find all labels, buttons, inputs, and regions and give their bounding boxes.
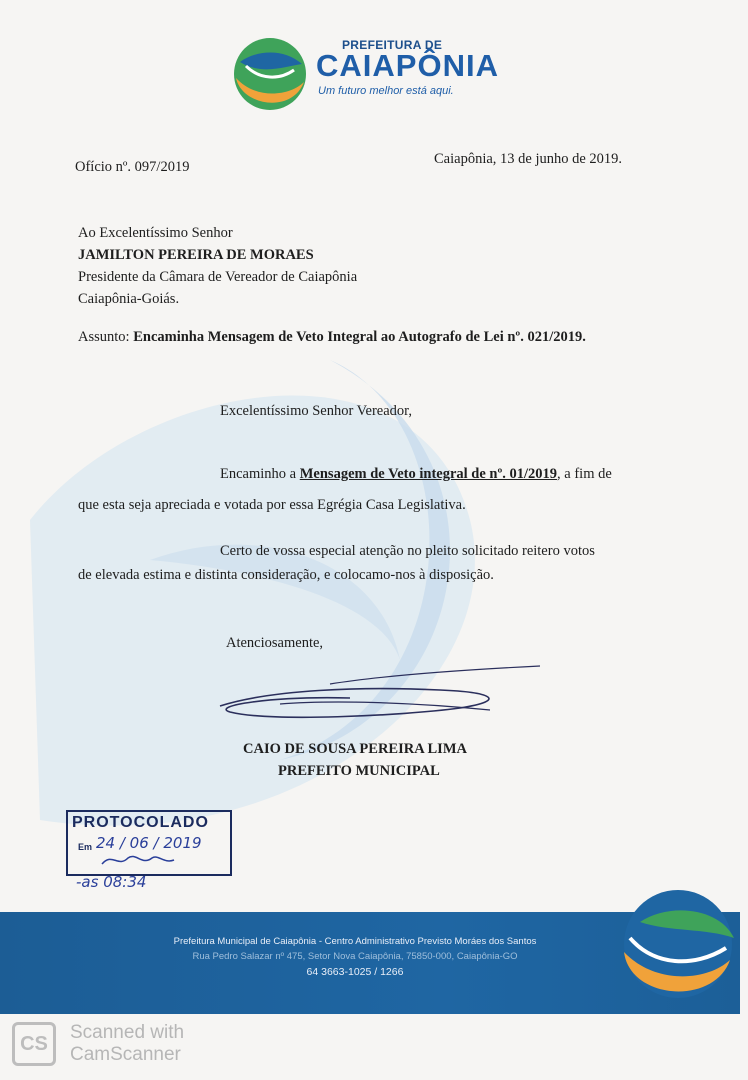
stamp-initials: [98, 850, 178, 870]
camscanner-line-2: CamScanner: [70, 1044, 181, 1065]
footer-line-3: 64 3663-1025 / 1266: [306, 966, 404, 978]
stamp-date: 24 / 06 / 2019: [96, 834, 202, 852]
stamp-time: -as 08:34: [76, 873, 147, 891]
p1-end: , a fim de: [557, 466, 612, 482]
logo-name: CAIAPÔNIA: [316, 48, 499, 83]
handwritten-signature: [210, 660, 550, 730]
p1-start: Encaminho a: [220, 466, 297, 482]
recipient-city: Caiapônia-Goiás.: [78, 291, 180, 307]
subject-line: [78, 328, 586, 346]
footer-line-2: Rua Pedro Salazar nº 475, Setor Nova Caiapônia, 75850-000, Caiapônia-GO: [192, 951, 518, 962]
paragraph-2-line-1: Certo de vossa especial atenção no pleito solicitado reitero votos: [220, 543, 595, 559]
camscanner-text: [70, 1022, 184, 1066]
recipient-name: JAMILTON PEREIRA DE MORAES: [78, 247, 314, 263]
date-line: Caiapônia, 13 de junho de 2019.: [434, 151, 623, 167]
footer-line-1: Prefeitura Municipal de Caiapônia - Centro Administrativo Previsto Moráes dos Santos: [173, 936, 537, 947]
stamp-em-label: Em: [78, 842, 93, 852]
closing: Atenciosamente,: [226, 635, 324, 651]
oficio-number: Ofício nº. 097/2019: [75, 159, 190, 175]
recipient-title: Presidente da Câmara de Vereador de Caiapônia: [78, 269, 358, 285]
greeting: Excelentíssimo Senhor Vereador,: [220, 403, 413, 419]
camscanner-line-1: Scanned with: [70, 1022, 185, 1043]
stamp-title: PROTOCOLADO: [72, 814, 209, 831]
footer-emblem-icon: [610, 882, 738, 1006]
logo-slogan: Um futuro melhor está aqui.: [318, 85, 454, 97]
camscanner-logo-icon: CS: [12, 1022, 56, 1066]
paragraph-1-line-2: que esta seja apreciada e votada por essa Egrégia Casa Legislativa.: [78, 497, 466, 513]
caiaponia-emblem-icon: [232, 36, 308, 112]
protocol-stamp: [66, 810, 232, 876]
logo-prefix: PREFEITURA DE: [342, 38, 443, 52]
signer-name: CAIO DE SOUSA PEREIRA LIMA: [243, 741, 467, 757]
prefeitura-logo: [232, 36, 522, 116]
subject-label: Assunto:: [78, 329, 130, 345]
subject-text: Encaminha Mensagem de Veto Integral ao Autografo de Lei nº. 021/2019.: [133, 329, 586, 345]
salutation-to: Ao Excelentíssimo Senhor: [78, 225, 233, 241]
veto-message-reference: Mensagem de Veto integral de nº. 01/2019: [299, 466, 558, 482]
paragraph-1-line-1: [220, 465, 612, 483]
paragraph-2-line-2: de elevada estima e distinta consideração, e colocamo-nos à disposição.: [78, 567, 494, 583]
signer-title: PREFEITO MUNICIPAL: [278, 763, 440, 779]
